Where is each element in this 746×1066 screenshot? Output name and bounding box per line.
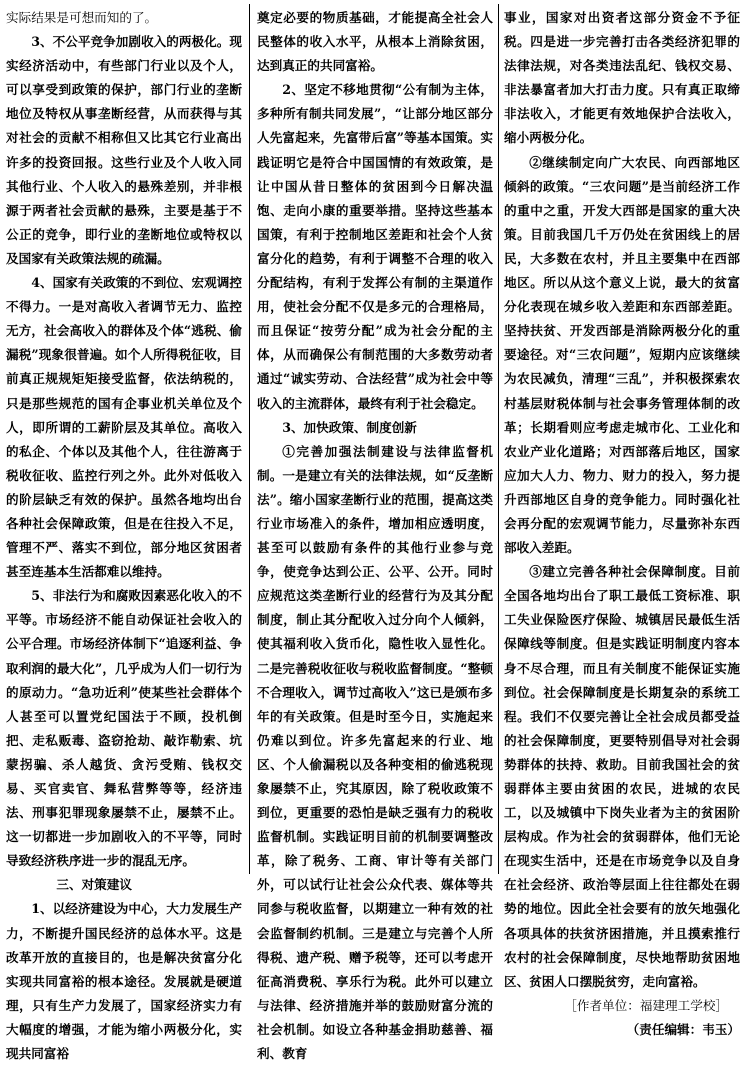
- paragraph: 事业，国家对出资者这部分资金不予征税。四是进一步完善打击各类经济犯罪的法律法规，对各类违法乱纪、钱权交易、非法暴富者加大打击力度。只有真正取缔非法收入，才能更有效地保护合法收入，缩小两极分化。: [504, 10, 740, 146]
- author-affiliation: ［作者单位：福建理工学校］: [564, 997, 728, 1013]
- paragraph: 实际结果是可想而知的了。: [6, 10, 158, 25]
- column-3: [504, 6, 740, 1037]
- column-1: [6, 6, 242, 1062]
- paragraph: 4、国家有关政策的不到位、宏观调控不得力。一是对高收入者调节无力、监控无方，社会高收入的群体及个体“逃税、偷漏税”现象很普遍。如个人所得税征收，目前真正规规矩矩接受监督，依法纳税的，只是那些规范的国有企事业机关单位及个人，即所谓的工薪阶层及其单位。高收入的私企、个体以及其他个人，往往游离于税收征收、监控行列之外。此外对低收入的阶层缺乏有效的保护。虽然各地均出台各种社会保障政策，但是在往投入不足，管理不严、落实不到位，部分地区贫困者甚至连基本生活都难以维持。: [6, 275, 242, 580]
- subsection-heading: 3、加快政策、制度创新: [282, 419, 417, 435]
- section-heading: 三、对策建议: [56, 877, 132, 893]
- paragraph: ①完善加强法制建设与法律监督机制。一是建立有关的法律法规，如“反垄断法”。缩小国家垄断行业的范围，提高这类行业市场准入的条件，增加相应透明度，甚至可以鼓励有条件的其他行业参与竞争，使竞争达到公正、公平、公开。同时应规范这类垄断行业的经营行为及其分配制度，制止其分配收入过分向个人倾斜，使其福利收入货币化，隐性收入显性化。二是完善税收征收与税收监督制度。“整顿不合理收入，调节过高收入”这已是颁布多年的有关政策。但是时至今日，实施起来仍难以到位。许多先富起来的行业、地区、个人偷漏税以及各种变相的偷逃税现象屡禁不止，究其原因，除了税收政策不到位，更重要的恐怕是缺乏强有力的税收监督机制。实践证明目前的机制要调整改革，除了税务、工商、审计等有关部门外，可以试行让社会公众代表、媒体等共同参与税收监督，以期建立一种有效的社会监督制约机制。三是建立与完善个人所得税、遗产税、赠予税等，还可以考虑开征高消费税、享乐行为税。此外可以建立与法律、经济措施并举的鼓励财富分流的社会机制。如设立各种基金捐助慈善、福利、教育: [257, 443, 493, 1062]
- paragraph: 2、坚定不移地贯彻“公有制为主体，多种所有制共同发展”，“让部分地区部分人先富起来，先富带后富”等基本国策。实践证明它是符合中国国情的有效政策，是让中国从昔日整体的贫困到今日解决温饱、走向小康的重要举措。坚持这些基本国策，有利于控制地区差距和社会个人贫富分化的趋势，有利于调整不合理的收入分配结构，有利于发挥公有制的主渠道作用，使社会分配不仅是多元的合理格局，而且保证“按劳分配”成为社会分配的主体，从而确保公有制范围的大多数劳动者通过“诚实劳动、合法经营”成为社会中等收入的主流群体，最终有利于社会稳定。: [257, 82, 493, 411]
- paragraph: 奠定必要的物质基础，才能提高全社会人民整体的收入水平，从根本上消除贫困，达到真正的共同富裕。: [257, 10, 493, 74]
- paragraph: 1、以经济建设为中心，大力发展生产力，不断提升国民经济的总体水平。这是改革开放的直接目的，也是解决贫富分化实现共同富裕的根本途径。发展就是硬道理，只有生产力发展了，国家经济实力有大幅度的增强，才能为缩小两极分化，实现共同富裕: [6, 901, 242, 1062]
- paragraph: 5、非法行为和腐败因素恶化收入的不平等。市场经济不能自动保证社会收入的公平合理。市场经济体制下“追逐利益、争取利润的最大化”，几乎成为人们一切行为的原动力。“急功近利”使某些社会群体个人甚至可以置党纪国法于不顾，投机倒把、走私贩毒、盗窃抢劫、敲诈勒索、坑蒙拐骗、杀人越货、贪污受贿、钱权交易、买官卖官、舞私营弊等等，经济违法、刑事犯罪现象屡禁不止，屡禁不止。这一切都进一步加剧收入的不平等，同时导致经济秩序进一步的混乱无序。: [6, 588, 242, 869]
- responsible-editor: （责任编辑：韦玉）: [626, 1021, 740, 1037]
- column-divider: [498, 4, 499, 874]
- paragraph: 3、不公平竞争加剧收入的两极化。现实经济活动中，有些部门行业以及个人，可以享受到政策的保护，部门行业的垄断地位及特权从事垄断经营，从而获得与其对社会的贡献不相称但又比其它行业高出许多的投资回报。这些行业及个人收入同其他行业、个人收入的悬殊差别，并非根源于两者社会贡献的悬殊，主要是基于不公正的竞争，即行业的垄断地位或特权以及国家有关政策法规的疏漏。: [6, 34, 242, 266]
- paragraph: ②继续制定向广大农民、向西部地区倾斜的政策。“三农问题”是当前经济工作的重中之重，开发大西部是国家的重大决策。目前我国几千万仍处在贫困线上的居民，大多数在农村，并且主要集中在西部地区。所以从这个意义上说，最大的贫富分化表现在城乡收入差距和东西部差距。坚持扶贫、开发西部是消除两极分化的重要途径。对“三农问题”，短期内应该继续为农民减负，清理“三乱”，并积极探索农村基层财税体制与社会事务管理体制的改革；长期看则应考虑走城市化、工业化和农业产业化道路；对西部落后地区，国家应加大人力、物力、财力的投入，努力提升西部地区自身的竞争能力。同时强化社会再分配的宏观调节能力，尽量弥补东西部收入差距。: [504, 154, 740, 556]
- column-2: [257, 6, 493, 1062]
- column-divider: [249, 4, 250, 874]
- paragraph: ③建立完善各种社会保障制度。目前全国各地均出台了职工最低工资标准、职工失业保险医疗保险、城镇居民最低生活保障线等制度。但是实践证明制度内容本身不尽合理，而且有关制度不能保证实施到位。社会保障制度是长期复杂的系统工程。我们不仅要完善让全社会成员都受益的社会保障制度，更要特别倡导对社会弱势群体的扶持、救助。目前我国社会的贫弱群体主要由贫困的农民，进城的农民工，以及城镇中下岗失业者为主的贫困阶层构成。作为社会的贫弱群体，他们无论在现实生活中，还是在市场竞争以及自身在社会经济、政治等层面上往往都处在弱势的地位。因此全社会要有的放矢地强化各项具体的扶贫济困措施，并且摸索推行农村的社会保障制度，尽快地帮助贫困地区、贫困人口摆脱贫穷，走向富裕。: [504, 564, 740, 989]
